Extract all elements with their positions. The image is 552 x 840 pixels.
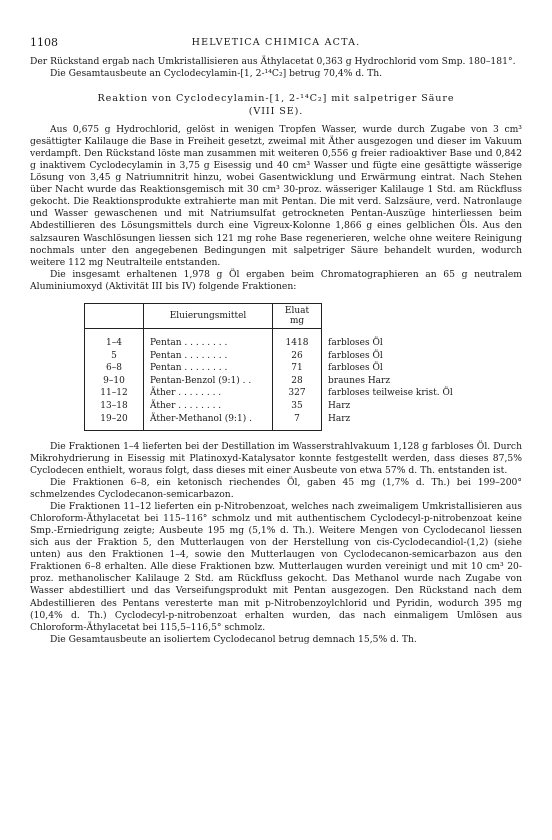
table-cell: 1–4 [85,328,144,349]
table-cell: 5 [85,349,144,362]
table-cell: Harz [328,413,351,424]
paragraph: Die Fraktionen 11–12 lieferten ein p-Nitrobenzoat, welches nach zweimaligem Umkristallisieren aus Chloroform-Äthylacetat bei 115–116° schmolz und mit authentischem Cyclodecyl-p-nitrobenzoat keine Smp.-Erniedrigung zeigte; Ausbeute 195 mg (5,1% d. Th.). Weitere Mengen von Cyclodecanol liessen sich aus der Fraktion 5, den Mutterlaugen von der Herstellung von cis-Cyclodecandiol-(1,2) (siehe unten) aus den Fraktionen 1–4, sowie den Mutterlaugen von Cyclodecanon-semicarbazon aus den Fraktionen 6–8 erhalten. Alle diese Fraktionen bzw. Mutterlaugen wurden vereinigt und mit 10 cm³ 20-proz. methanolischer Kalilauge 2 Std. am Rückfluss gekocht. Das Methanol wurde nach Zugabe von Wasser abdestilliert und das Verseifungsprodukt mit Pentan ausgezogen. Den Rückstand nach dem Abdestillieren des Pentans veresterte man mit p-Nitrobenzoylchlorid und Pyridin, wodurch 395 mg (10,4% d. Th.) Cyclodecyl-p-nitrobenzoat erhalten wurden, das nach einmaligem Umlösen aus Chloroform-Äthylacetat bei 115,5–116,5° schmolz. [30,501,522,633]
table-row [85,400,460,413]
table-cell: Pentan . . . . . . . . [144,362,273,375]
paragraph: Die Fraktionen 1–4 lieferten bei der Destillation im Wasserstrahlvakuum 1,128 g farbloses Öl. Durch Mikrohydrierung in Eisessig mit Platinoxyd-Katalysator konnte festgestellt werden, dass dieses 87,5% Cyclodecen enthielt, woraus folgt, dass dieses mit einer Ausbeute von etwa 57% d. Th. entstanden ist. [30,440,522,476]
table-cell: 6–8 [85,362,144,375]
table-cell: Äther . . . . . . . . [144,400,273,413]
table-header-cell [322,303,460,328]
table-cell: braunes Harz [328,375,391,386]
table-cell: 9–10 [85,375,144,388]
table-cell: Äther . . . . . . . . [144,387,273,400]
paragraph: Die Gesamtausbeute an isoliertem Cyclodecanol betrug demnach 15,5% d. Th. [50,633,417,645]
table-cell: 35 [273,400,322,413]
paragraph: Die Fraktionen 6–8, ein ketonisch riechendes Öl, gaben 45 mg (1,7% d. Th.) bei 199–200° schmelzendes Cyclodecanon-semicarbazon. [30,477,522,501]
table-cell: 26 [273,349,322,362]
table-cell: 1418 [273,328,322,349]
table-row [85,387,460,400]
table-cell: farbloses teilweise krist. Öl [328,388,453,399]
table-cell: 71 [273,362,322,375]
paragraph: Der Rückstand ergab nach Umkristallisieren aus Äthylacetat 0,363 g Hydrochlorid vom Smp. 180–181°. [30,56,516,67]
table-cell: 11–12 [85,387,144,400]
table-cell: Äther-Methanol (9:1) . [144,412,273,430]
table-cell: farbloses Öl [328,363,383,374]
journal-title: HELVETICA CHIMICA ACTA. [191,37,361,48]
table-row [85,328,460,349]
page-number: 1108 [30,36,58,49]
table-cell: farbloses Öl [328,337,383,348]
table-cell: 28 [273,375,322,388]
table-row [85,349,460,362]
table-cell: Pentan . . . . . . . . [144,349,273,362]
table-header-row [85,303,460,328]
table-cell: 13–18 [85,400,144,413]
section-heading-line: Reaktion von Cyclodecylamin-[1, 2-¹⁴C₂] mit salpetriger Säure [97,93,455,105]
page-header [30,36,522,52]
section-heading [30,92,522,118]
table-header-cell: Eluierungsmittel [144,303,273,328]
table-row [85,375,460,388]
section-heading-line: (VIII SE). [248,106,304,118]
table-cell: farbloses Öl [328,350,383,361]
fractions-table [84,303,460,431]
paragraph: Aus 0,675 g Hydrochlorid, gelöst in wenigen Tropfen Wasser, wurde durch Zugabe von 3 cm³ gesättigter Kalilauge die Base in Freiheit gesetzt, zweimal mit Äther ausgezogen und dieser im Vakuum verdampft. Den Rückstand löste man zusammen mit weiteren 0,556 g freier radioaktiver Base und 0,842 g inaktivem Cyclodecylamin in 3,75 g Eisessig und 40 cm³ Wasser und fügte eine gesättigte wässerige Lösung von 3,45 g Natriumnitrit hinzu, wobei Gasentwicklung und Erwärmung eintrat. Nach Stehen über Nacht wurde das Reaktionsgemisch mit 30 cm³ 30-proz. wässeriger Kalilauge 1 Std. am Rückfluss gekocht. Die Reaktionsprodukte extrahierte man mit Pentan. Die mit verd. Salzsäure, verd. Natronlauge und Wasser gewaschenen und mit Natriumsulfat getrockneten Pentan-Auszüge hinterliessen beim Abdestillieren des Lösungsmittels durch eine Vigreux-Kolonne 1,866 g eines gelblichen Öls. Aus den salzsauren Waschlösungen liessen sich 121 mg rohe Base regenerieren, welche ohne weitere Reinigung nochmals unter den angegebenen Bedingungen mit salpetriger Säure behandelt wurden, wodurch weitere 112 mg Neutralteile entstanden. [30,124,522,268]
journal-page [30,36,522,646]
paragraph: Die Gesamtausbeute an Cyclodecylamin-[1, 2-¹⁴C₂] betrug 70,4% d. Th. [50,68,383,80]
paragraph: Die insgesamt erhaltenen 1,978 g Öl ergaben beim Chromatographieren an 65 g neutralem Aluminiumoxyd (Aktivität III bis IV) folgende Fraktionen: [30,268,522,292]
table-cell: 19–20 [85,412,144,430]
table-header-cell [85,303,144,328]
table-cell: Pentan-Benzol (9:1) . . [144,375,273,388]
table-header-cell: Eluat mg [273,303,322,328]
table-cell: 327 [273,387,322,400]
table-row [85,362,460,375]
table-row [85,412,460,430]
table-cell: 7 [273,412,322,430]
table-cell: Pentan . . . . . . . . [144,328,273,349]
table-cell: Harz [328,401,351,412]
